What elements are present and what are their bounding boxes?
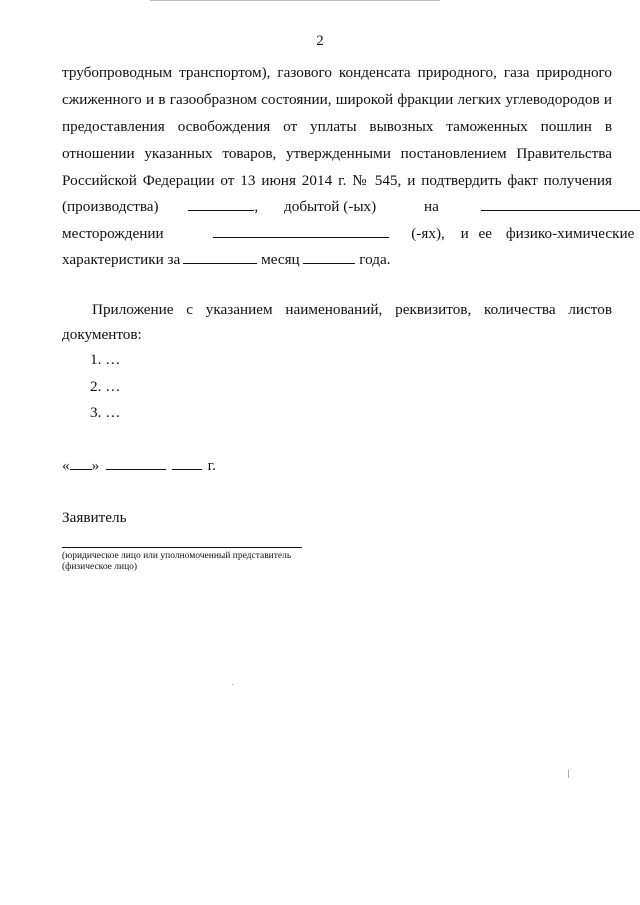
- page-number: 2: [316, 33, 324, 49]
- body-line-3: предоставления освобождения от уплаты вывозных таможенных пошлин в: [62, 118, 612, 135]
- date-close-quote: »: [91, 457, 100, 474]
- appendix-line-1: Приложение с указанием наименований, реквизитов, количества листов: [92, 301, 612, 318]
- month-blank[interactable]: [303, 250, 355, 264]
- month-label: месяц: [261, 251, 300, 268]
- physicochemical-label: физико-химические: [505, 225, 635, 242]
- body-line-5: Российской Федерации от 13 июня 2014 г. № 545, и подтвердить факт получения: [62, 172, 612, 189]
- day-blank[interactable]: [70, 456, 92, 470]
- deposit-label: месторождении: [62, 225, 164, 242]
- period-blank[interactable]: [183, 250, 257, 264]
- year-date-blank[interactable]: [172, 456, 202, 470]
- field-location-blank[interactable]: [481, 197, 640, 211]
- body-line-6: [62, 197, 612, 216]
- date-line: [62, 456, 612, 475]
- year-suffix: г.: [207, 457, 216, 474]
- word-and: и: [460, 225, 469, 242]
- body-line-8: [62, 250, 612, 269]
- body-line-7: [62, 224, 635, 243]
- extracted-label: добытой (-ых): [284, 198, 377, 215]
- on-label: на: [423, 198, 439, 215]
- scan-speck: [232, 684, 233, 685]
- deposit-suffix: (-ях),: [411, 225, 445, 242]
- top-rule: [150, 0, 440, 1]
- appendix-line-2: документов:: [62, 326, 142, 343]
- characteristics-label: характеристики за: [62, 251, 181, 268]
- signature-note-1: (юридическое лицо или уполномоченный представитель: [62, 551, 292, 561]
- production-blank[interactable]: [188, 197, 254, 211]
- appendix-item-3: 3. …: [90, 404, 121, 421]
- production-label: (производства): [62, 198, 159, 215]
- comma: ,: [254, 198, 259, 215]
- year-label: года.: [359, 251, 391, 268]
- appendix-item-2: 2. …: [90, 378, 121, 395]
- body-line-4: отношении указанных товаров, утвержденными постановлением Правительства: [62, 145, 612, 162]
- appendix-item-1: 1. …: [90, 351, 121, 368]
- signature-line[interactable]: [62, 547, 302, 548]
- scan-speck: [568, 770, 569, 778]
- body-line-2: сжиженного и в газообразном состоянии, широкой фракции легких углеводородов и: [62, 91, 612, 108]
- month-date-blank[interactable]: [106, 456, 166, 470]
- date-open-quote: «: [62, 457, 70, 474]
- word-its: ее: [478, 225, 493, 242]
- signature-note-2: (физическое лицо): [62, 562, 138, 572]
- deposit-blank[interactable]: [213, 224, 389, 238]
- body-line-1: трубопроводным транспортом), газового конденсата природного, газа природного: [62, 64, 612, 81]
- applicant-title: Заявитель: [62, 509, 127, 526]
